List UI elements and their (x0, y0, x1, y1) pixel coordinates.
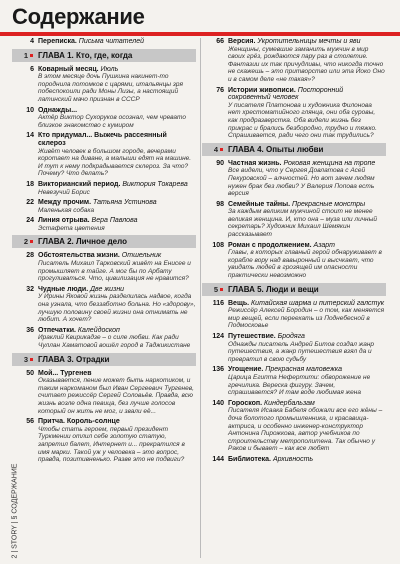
title-rule (0, 32, 400, 36)
entry-heading: Викторианский период. (38, 180, 121, 188)
entry-subheading: Прекрасная маловежка (263, 366, 342, 374)
chapter-label: ГЛАВА 1. Кто, где, когда (38, 50, 133, 60)
entry-subheading: Роковая женщина на тропе (281, 159, 376, 167)
page-number: 6 (30, 65, 34, 73)
page-number: 140 (212, 399, 224, 407)
page-number: 24 (26, 217, 34, 225)
entry-description: Женщины, сумевшие заманить мужчин в мир своих грёз, рождаются пару раз в столетие. Фантазии их так причудливы, что никогда точно не скажешь – это притворство или эта Йоко Оно и в самом деле «не такая»? (228, 45, 385, 83)
entry-heading: Угощение. (228, 366, 264, 374)
entry-heading: Между прочим. (38, 199, 92, 207)
page-number: 124 (212, 333, 224, 340)
chapter-marker (30, 358, 33, 361)
chapter-number: 2 (23, 237, 28, 247)
page-number: 14 (26, 132, 34, 140)
entry-subheading: Азарт (311, 241, 335, 249)
chapter-label: ГЛАВА 5. Люди и вещи (228, 284, 319, 294)
toc-entry[interactable] (16, 66, 196, 104)
entry-heading: Роман с продолжением. (228, 241, 312, 249)
entry-subheading: Калейдоскоп (75, 326, 120, 334)
page-number: 108 (212, 241, 224, 249)
entry-subheading: Бродяга (275, 333, 305, 340)
toc-entry[interactable] (16, 199, 196, 214)
entry-subheading: Письма читателей (76, 38, 144, 45)
chapter-number: 3 (23, 354, 28, 364)
page-number: 144 (212, 455, 224, 463)
entry-description: Главы, в которых главный герой обнаруживает в корабле вору над вавыронный и высчкает, что увидать людей в грозящей им опасности практически невозможно (228, 249, 382, 280)
chapter-label: ГЛАВА 3. Отрадки (38, 354, 110, 364)
entry-description: Живёт человек в большом городе, вечерами коротает на диване, а малыши едят на машине. И тут к нему подкрадывается склероз. За что? Почему? Что делать? (38, 147, 192, 178)
toc-entry[interactable] (206, 38, 386, 84)
toc-entry[interactable] (206, 456, 386, 464)
toc-entry[interactable] (206, 160, 386, 198)
entry-heading: Путешествие. (228, 333, 276, 340)
page-number: 32 (26, 285, 34, 293)
page-number: 50 (26, 369, 34, 377)
entry-description: Оказывается, пение может быть наркотиком, и таким наркоманом был Иван Сергеевич Тургенев, считает режиссёр Сергей Соловьёв. Правда, всю жизнь возле одна певица, без лучше голосов который он жить не мог, и звали её... (38, 377, 194, 415)
entry-heading: Вещь. (228, 299, 250, 307)
entry-description: Писателя Исаака Бабеля обожали все его жёны – доча болотого промышленника, и красавица-актриса, и особенно инженер-конструктор Антонина Пирожкова, автор учебников по строительству метрополитена. Так обычно у Раков и бывает – как все любят (228, 407, 383, 453)
chapter-marker (220, 288, 223, 291)
page-number: 22 (26, 199, 34, 207)
chapter-label: ГЛАВА 4. Опыты любви (228, 144, 324, 154)
entry-heading: Коварный месяц. (38, 65, 99, 73)
chapter-heading (202, 143, 386, 156)
spine-label: 2 | STORY | § СОДЕРЖАНИЕ (11, 463, 19, 559)
entry-heading: Переписка. (38, 38, 77, 45)
entry-heading: Версия. (228, 38, 256, 45)
entry-description: Однажды писатель Андрей Битов создал жанр путешествия, а жанр путешествия взял да и превратил в свою судьбу (228, 340, 375, 363)
entry-description: Маленькая собака (38, 206, 95, 214)
toc-entry[interactable] (16, 286, 196, 324)
page-number: 136 (212, 366, 224, 374)
toc-entry[interactable] (16, 418, 196, 464)
toc-entry[interactable] (16, 370, 196, 416)
left-column (16, 38, 196, 467)
entry-heading: Библиотека. (228, 455, 271, 463)
entry-subheading: Киндербальзам (262, 399, 315, 407)
toc-entry[interactable] (16, 107, 196, 130)
toc-entry[interactable] (206, 242, 386, 280)
chapter-heading (202, 283, 386, 296)
toc-entry[interactable] (206, 87, 386, 140)
page-number: 98 (216, 200, 224, 208)
page-number: 18 (26, 180, 34, 188)
entry-heading: Притча. Король-солнце (38, 418, 120, 426)
toc-entry[interactable] (206, 400, 386, 453)
toc-entry[interactable] (16, 132, 196, 178)
page-number: 36 (26, 326, 34, 334)
entry-description: Невезучий Борис (38, 188, 90, 196)
entry-heading: Истории живописи. (228, 86, 296, 94)
chapter-heading (12, 235, 196, 248)
toc-entry[interactable] (206, 333, 386, 363)
page-number: 4 (30, 38, 34, 45)
entry-description: Актёр Виктор Сухоруков осознал, чем чревато близкое знакомство с кумиром (38, 114, 187, 129)
entry-description: Все видели, что у Сергея Довлатова с Асей Пекуровской – алчностей. Но вот зачем людям нужен брак без любви? У Валерия Попова есть версия (228, 167, 375, 198)
entry-heading: Линия отрыва. (38, 217, 90, 225)
chapter-marker (30, 54, 33, 57)
entry-description: Эстафета цветения (38, 224, 105, 232)
entry-description: За каждым великим мужчиной стоит не менее великая женщина. И, кто она – муза или личный секретарь? Художник Михаил Шемякин рассказывает (228, 208, 378, 239)
entry-heading: Обстоятельства жизни. (38, 252, 120, 260)
entry-description: У Ирины Яковой жизнь разделилась надвое, когда она узнала, что беззаботно больна. Но «здорову», лучшую половину своей жизни она отнимать не любит. А хочет? (38, 293, 196, 324)
entry-description: Чтобы стать героем, первый президент Туркмении отлил себе золотую статую, запретил балет, Интернет и... прекратился в имя марки. Такой уж у человека – это вопрос, правда, позитивненько. Разве это не подвиги? (38, 425, 185, 464)
entry-heading: Чудные люди. (38, 285, 89, 293)
entry-heading: Частная жизнь. (228, 159, 282, 167)
page-number: 10 (26, 106, 34, 114)
toc-entry[interactable] (16, 38, 196, 46)
page-number: 76 (216, 86, 224, 94)
entry-heading: Гороскоп. (228, 399, 263, 407)
chapter-number: 5 (213, 284, 218, 294)
chapter-heading (12, 353, 196, 366)
entry-subheading: Татьяна Устинова (91, 199, 157, 207)
entry-heading: Отпечатки. (38, 326, 76, 334)
chapter-heading (12, 49, 196, 62)
entry-subheading: Посторонний сокровенный человек (228, 86, 344, 102)
right-column (206, 38, 386, 467)
entry-subheading: Июль (98, 65, 119, 73)
entry-description: Ираклий Квирикадзе – о силе любви. Как ради Чуллан Хаматовой вошёл город в Таджикистане (38, 334, 191, 349)
page-number: 90 (216, 159, 224, 167)
entry-heading: Кто придумал... Выжечь рассеянный склероз (38, 132, 167, 147)
chapter-number: 4 (213, 144, 218, 154)
entry-heading: Однажды... (38, 106, 78, 114)
page-title: Содержание (12, 4, 145, 29)
page-number: 56 (26, 418, 34, 426)
entry-description: Режиссёр Алексей Бородин – о том, как меняется мир вещей, если переехать из Поднебесной в Подмосковье (228, 307, 385, 330)
entry-description: Царица Египта Нефертити: обворожение не гречилика. Вереска фигуру. Зачем, спрашивается? И там воде любимая жена (228, 373, 371, 397)
entry-subheading: Две жизни (88, 285, 125, 293)
spine (0, 400, 19, 564)
page-number: 28 (26, 252, 34, 260)
toc-entry[interactable] (16, 252, 196, 282)
entry-subheading: Укротительницы мечты и яви (255, 38, 361, 45)
entry-subheading: Виктория Токарева (120, 180, 188, 188)
toc-entry[interactable] (206, 201, 386, 239)
page-number: 116 (212, 299, 224, 307)
chapter-marker (220, 148, 223, 151)
entry-subheading: Вера Павлова (89, 217, 138, 225)
chapter-number: 1 (23, 50, 28, 60)
entry-subheading: Китайская шарма и питерский галстук (249, 299, 385, 307)
toc-entry[interactable] (16, 181, 196, 196)
entry-heading: Мой... Тургенев (38, 369, 92, 377)
toc-entry[interactable] (206, 366, 386, 396)
toc-entry[interactable] (16, 217, 196, 232)
entry-subheading: Прекрасные монстры (290, 200, 366, 208)
toc-entry[interactable] (206, 300, 386, 330)
entry-heading: Семейные тайны. (228, 200, 291, 208)
column-divider (200, 38, 201, 558)
entry-description: У писателя Платонова и художника Филонова нет хрестоматийного глянца, они оба суровы, как продразверстка. Оба видели жизнь без прикрас и брались безбородно, трудно и тяжко. Спрашивается, ради чего они так трудились? (228, 101, 377, 140)
entry-subheading: Отшельник (119, 252, 162, 260)
chapter-marker (30, 240, 33, 243)
entry-subheading: Архивность (271, 455, 314, 463)
page-number: 66 (216, 38, 224, 45)
entry-description: Писатель Михаил Тарковский живёт на Енисее и промышляет в тайге. А мог бы по Арбату прогуливаться. Что, цивилизация не нравится? (38, 260, 191, 283)
entry-description: В этом месяце дочь Пушкина накинет-то породнила потомков с царями, итальянцы зря побеспокоили ради Моны Лизы, а настоящий латинский мачо признан в СССР (38, 73, 183, 103)
toc-entry[interactable] (16, 327, 196, 350)
chapter-label: ГЛАВА 2. Личное дело (38, 237, 127, 247)
